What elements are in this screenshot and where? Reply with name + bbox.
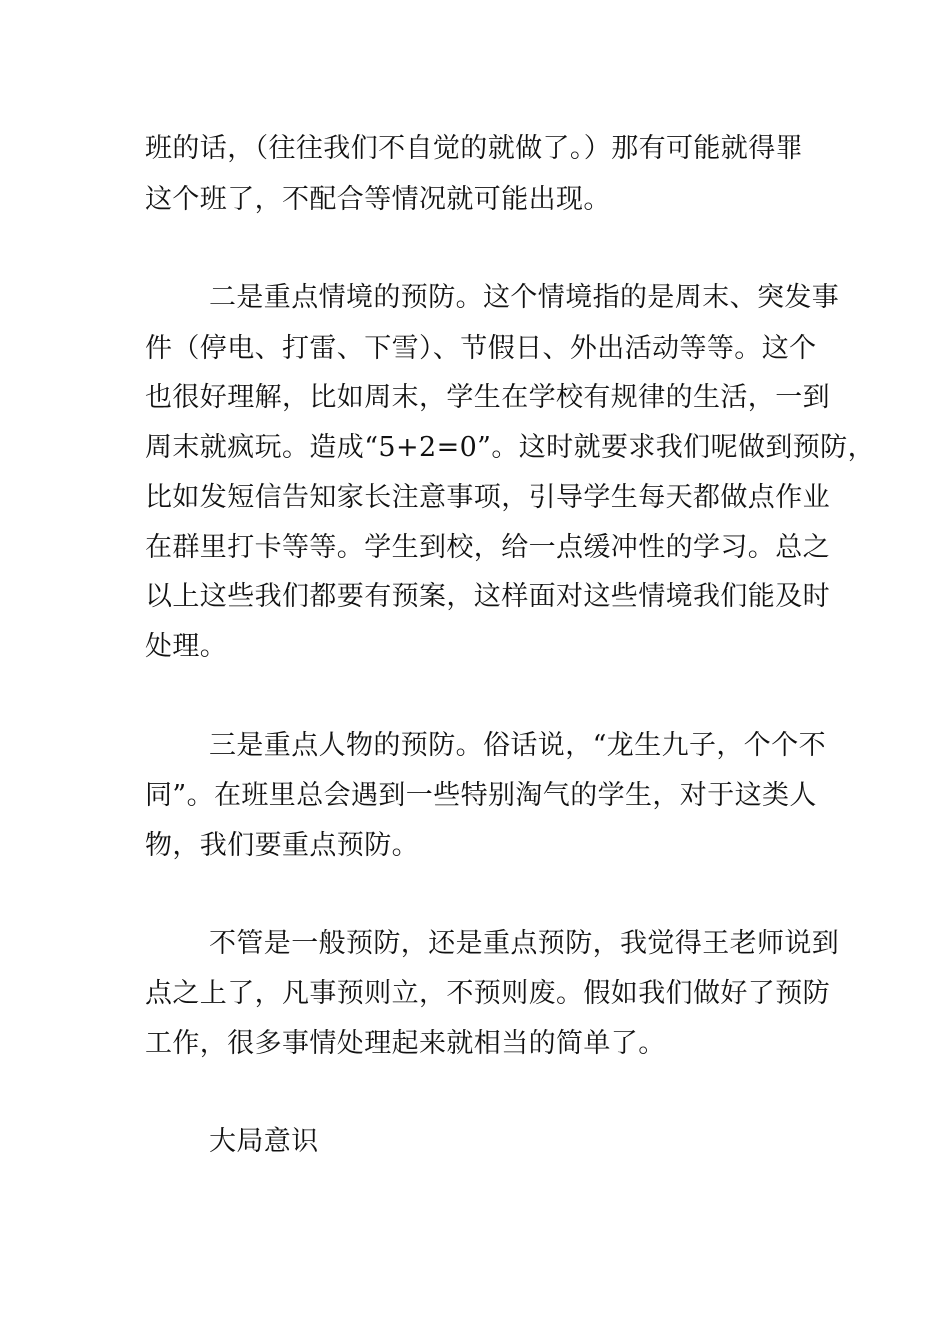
section-heading: 大局意识 bbox=[209, 1126, 319, 1157]
paragraph-2-line-4: 周末就疯玩。造成“5+2=0”。这时就要求我们呢做到预防， bbox=[145, 432, 875, 463]
paragraph-4-line-2: 点之上了，凡事预则立，不预则废。假如我们做好了预防 bbox=[145, 978, 830, 1009]
paragraph-2-line-8: 处理。 bbox=[145, 631, 228, 662]
paragraph-2-line-5: 比如发短信告知家长注意事项，引导学生每天都做点作业 bbox=[145, 482, 830, 513]
paragraph-2-line-3: 也很好理解，比如周末，学生在学校有规律的生活，一到 bbox=[145, 382, 830, 413]
paragraph-4-line-1: 不管是一般预防，还是重点预防，我觉得王老师说到 bbox=[209, 928, 840, 959]
paragraph-3-line-2: 同”。在班里总会遇到一些特别淘气的学生，对于这类人 bbox=[145, 780, 817, 811]
paragraph-2-line-6: 在群里打卡等等。学生到校，给一点缓冲性的学习。总之 bbox=[145, 532, 830, 563]
paragraph-2-line-2: 件（停电、打雷、下雪）、节假日、外出活动等等。这个 bbox=[145, 333, 817, 364]
paragraph-4-line-3: 工作，很多事情处理起来就相当的简单了。 bbox=[145, 1028, 666, 1059]
paragraph-3-line-3: 物，我们要重点预防。 bbox=[145, 830, 419, 861]
paragraph-2-line-7: 以上这些我们都要有预案，这样面对这些情境我们能及时 bbox=[145, 581, 830, 612]
paragraph-2-line-1: 二是重点情境的预防。这个情境指的是周末、突发事 bbox=[209, 282, 840, 313]
paragraph-1-line-2: 这个班了，不配合等情况就可能出现。 bbox=[145, 184, 611, 215]
paragraph-1-line-1: 班的话，（往往我们不自觉的就做了。）那有可能就得罪 bbox=[145, 133, 803, 164]
paragraph-3-line-1: 三是重点人物的预防。俗话说，“龙生九子，个个不 bbox=[209, 730, 827, 761]
